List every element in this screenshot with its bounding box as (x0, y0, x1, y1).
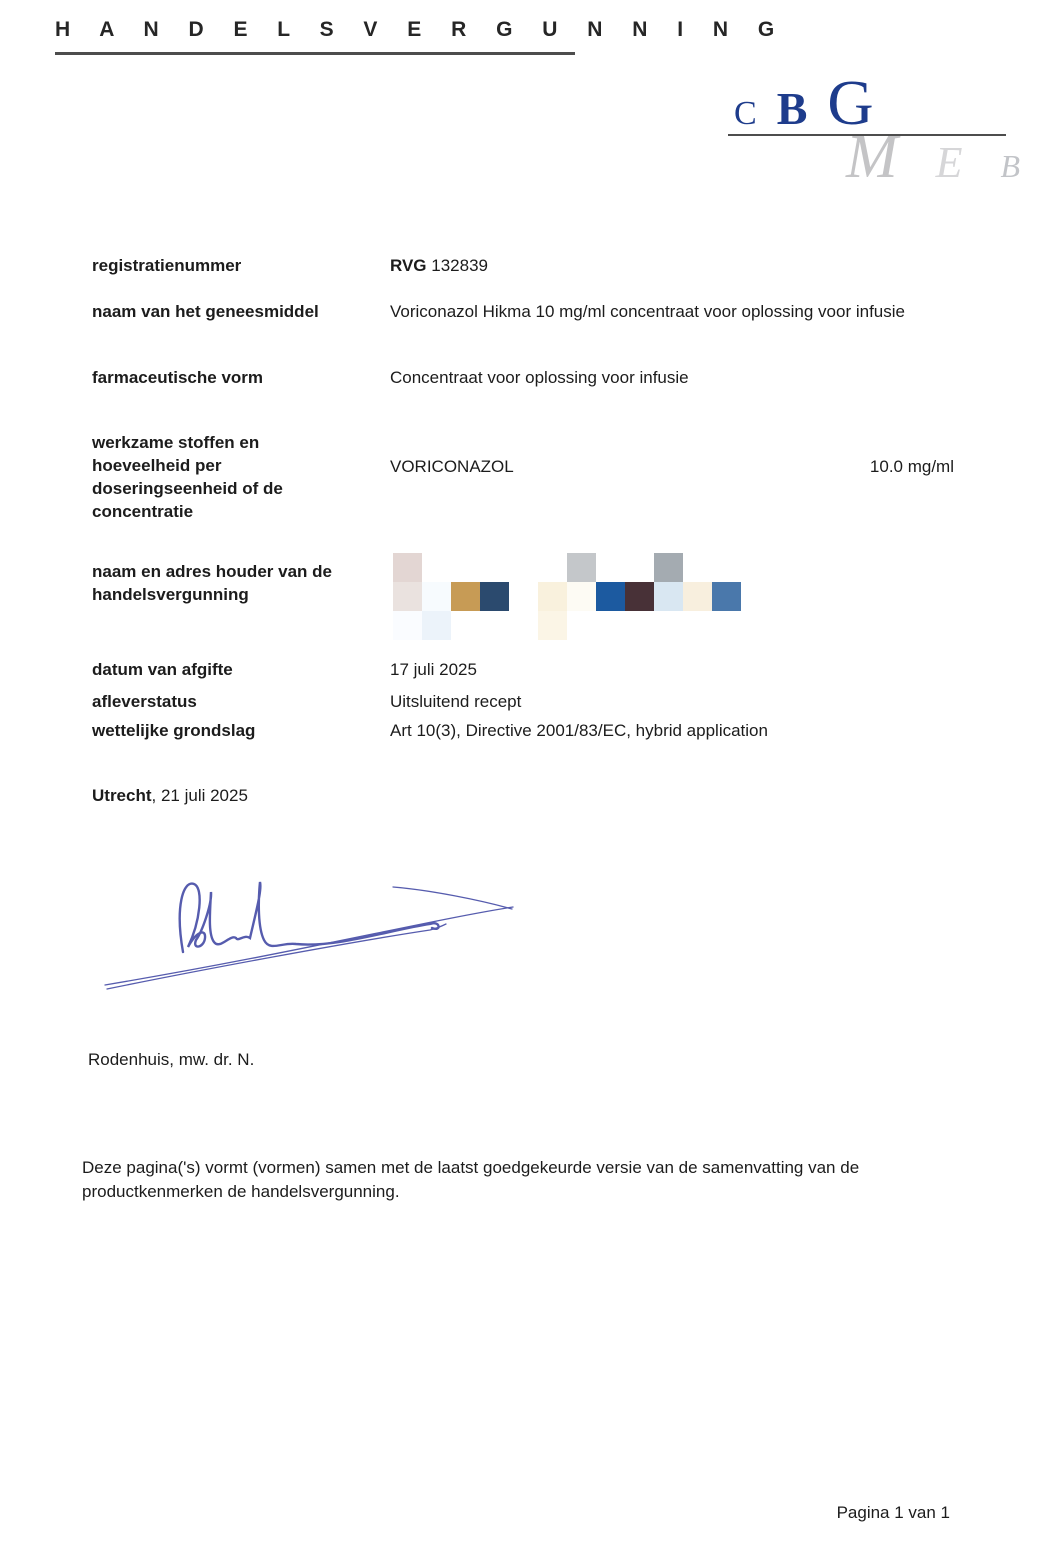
field-value: Uitsluitend recept (390, 692, 522, 711)
field-farmaceutische-vorm (92, 366, 954, 389)
cbg-meb-logo (728, 66, 1021, 193)
redaction-cell (422, 582, 451, 611)
redaction-cell (596, 582, 625, 611)
signatory-name: Rodenhuis, mw. dr. N. (88, 1050, 255, 1069)
signature-image (90, 862, 525, 1037)
field-value: Art 10(3), Directive 2001/83/EC, hybrid application (390, 721, 768, 740)
logo-letter-e: E (935, 138, 963, 187)
substance-amount: 10.0 mg/ml (869, 457, 954, 476)
logo-letter-m: M (846, 123, 898, 191)
field-label: datum van afgifte (92, 660, 233, 679)
rvg-number: 132839 (426, 256, 488, 275)
closing-note: Deze pagina('s) vormt (vormen) samen met de laatst goedgekeurde versie van de samenvatting van de productkenmerken de handelsvergunning. (82, 1158, 860, 1201)
redaction-cell (654, 553, 683, 582)
place-and-date (92, 786, 248, 806)
field-afleverstatus (92, 690, 954, 713)
rvg-prefix: RVG (390, 256, 427, 275)
field-value: Concentraat voor oplossing voor infusie (390, 368, 689, 387)
title-underline (55, 52, 575, 55)
field-label: afleverstatus (92, 692, 197, 711)
redaction-cell (451, 582, 480, 611)
meb-letters (728, 122, 1021, 193)
field-houder (92, 560, 954, 640)
redaction-cell (393, 582, 422, 611)
redaction-cell (654, 582, 683, 611)
field-value: 17 juli 2025 (390, 660, 477, 679)
field-label: wettelijke grondslag (92, 721, 256, 740)
field-label: naam van het geneesmiddel (92, 302, 319, 321)
issue-date: , 21 juli 2025 (151, 786, 248, 805)
field-naam-geneesmiddel (92, 300, 954, 323)
page-number: Pagina 1 van 1 (836, 1503, 950, 1522)
field-datum-afgifte (92, 658, 954, 681)
redaction-cell (567, 582, 596, 611)
field-registratienummer (92, 254, 954, 277)
redaction-cell (480, 582, 509, 611)
field-value (390, 560, 954, 640)
issue-place: Utrecht (92, 786, 152, 805)
logo-letter-c: C (734, 95, 757, 132)
redaction-cell (567, 553, 596, 582)
field-label: naam en adres houder van de handelsvergunning (92, 562, 332, 604)
field-label: farmaceutische vorm (92, 368, 264, 387)
redaction-cell (538, 582, 567, 611)
redaction-cell (422, 611, 451, 640)
field-label: registratienummer (92, 256, 242, 275)
redacted-address (393, 553, 741, 640)
field-value (390, 254, 954, 277)
logo-letter-b: B (776, 83, 808, 134)
redaction-cell (625, 582, 654, 611)
field-value (390, 431, 954, 523)
logo-letter-g: G (827, 67, 874, 138)
active-substance: VORICONAZOL (390, 457, 514, 476)
redaction-cell (683, 582, 712, 611)
redaction-cell (538, 611, 567, 640)
document-title: H A N D E L S V E R G U N N I N G (55, 18, 787, 41)
redaction-cell (393, 611, 422, 640)
field-value: Voriconazol Hikma 10 mg/ml concentraat voor oplossing voor infusie (390, 302, 905, 321)
field-werkzame-stoffen (92, 431, 954, 523)
field-wettelijke-grondslag (92, 719, 954, 742)
redaction-cell (393, 553, 422, 582)
field-label: werkzame stoffen en hoeveelheid per doseringseenheid of de concentratie (92, 433, 283, 521)
logo-letter-b2: B (1000, 148, 1021, 184)
redaction-cell (712, 582, 741, 611)
